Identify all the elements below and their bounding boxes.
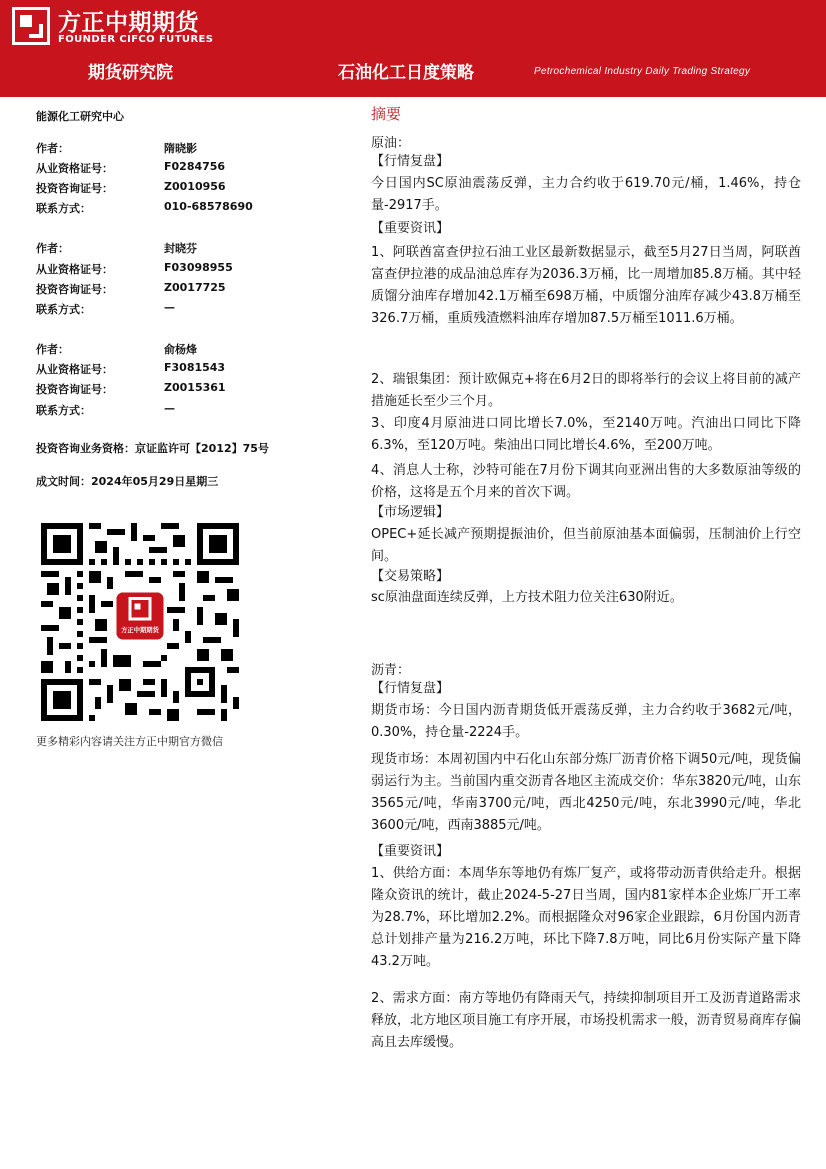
asphalt-news-item: 2、需求方面：南方等地仍有降雨天气，持续抑制项目开工及沥青道路需求释放，北方地区项目施工有序开展，市场投机需求一般，沥青贸易商库存偏高且去库缓慢。 <box>371 991 801 1050</box>
crude-logic: OPEC+延长减产预期提振油价，但当前原油基本面偏弱，压制油价上行空间。 <box>371 527 801 564</box>
inv-label: 投资咨询证号： <box>36 383 113 396</box>
author-label: 作者： <box>36 242 69 255</box>
crude-logic-heading: 【市场逻辑】 <box>371 505 450 520</box>
founder-logo-icon <box>12 7 50 45</box>
logo-name: 方正中期期货 <box>58 10 199 36</box>
author-name: 俞杨烽 <box>164 343 197 356</box>
report-header <box>0 0 826 97</box>
inv-number: Z0010956 <box>164 180 226 193</box>
qr-logo-text: 方正中期期货 <box>121 627 159 635</box>
contact-value: — <box>164 301 175 314</box>
crude-news-item: 1、阿联酋富查伊拉石油工业区最新数据显示，截至5月27日当周，阿联酋富查伊拉港的成品油总库存为2036.3万桶，比一周增加85.8万桶。其中轻质馏分油库存增加42.1万桶至698万桶，中质馏分油库存减少43.8万桶至326.7万桶，重质残渣燃料油库存增加87.5万桶至1011.6万桶。 <box>371 245 801 326</box>
cert-number: F3081543 <box>164 361 226 374</box>
qr-caption: 更多精彩内容请关注方正中期官方微信 <box>36 735 223 748</box>
asphalt-news-heading: 【重要资讯】 <box>371 844 450 859</box>
asphalt-market-review-heading: 【行情复盘】 <box>371 681 450 696</box>
cert-label: 从业资格证号： <box>36 363 113 376</box>
crude-strategy: sc原油盘面连续反弹，上方技术阻力位关注630附近。 <box>371 590 683 605</box>
department-name: 期货研究院 <box>88 63 173 83</box>
asphalt-futures-market: 期货市场：今日国内沥青期货低开震荡反弹，主力合约收于3682元/吨，0.30%，持仓量-2224手。 <box>371 703 801 740</box>
asphalt-section-title: 沥青： <box>371 663 411 678</box>
report-title-english: Petrochemical Industry Daily Trading Strategy <box>534 66 751 77</box>
inv-number: Z0017725 <box>164 281 226 294</box>
crude-news-heading: 【重要资讯】 <box>371 221 450 236</box>
contact-value: — <box>164 402 175 415</box>
summary-title: 摘要 <box>371 105 402 123</box>
publish-date: 成文时间：2024年05月29日星期三 <box>36 475 219 488</box>
cert-label: 从业资格证号： <box>36 263 113 276</box>
contact-label: 联系方式： <box>36 202 91 215</box>
author-label: 作者： <box>36 142 69 155</box>
crude-news-item: 4、消息人士称，沙特可能在7月份下调其向亚洲出售的大多数原油等级的价格，这将是五个月来的首次下调。 <box>371 463 801 500</box>
logo-english-name: FOUNDER CIFCO FUTURES <box>58 34 214 45</box>
crude-news-item: 3、印度4月原油进口同比增长7.0%，至2140万吨。汽油出口同比下降6.3%，至120万吨。柴油出口同比增长4.6%，至200万吨。 <box>371 416 801 453</box>
author-label: 作者： <box>36 343 69 356</box>
crude-strategy-heading: 【交易策略】 <box>371 569 450 584</box>
inv-label: 投资咨询证号： <box>36 283 113 296</box>
cert-number: F0284756 <box>164 160 226 173</box>
crude-market-review-heading: 【行情复盘】 <box>371 154 450 169</box>
author-name: 隋晓影 <box>164 142 197 155</box>
cert-number: F03098955 <box>164 261 233 274</box>
contact-value: 010-68578690 <box>164 200 253 213</box>
inv-label: 投资咨询证号： <box>36 182 113 195</box>
author-name: 封晓芬 <box>164 242 197 255</box>
asphalt-spot-market: 现货市场：本周初国内中石化山东部分炼厂沥青价格下调50元/吨，现货偏弱运行为主。当前国内重交沥青各地区主流成交价：华东3820元/吨，山东3565元/吨，华南3700元/吨，西北4250元/吨，东北3990元/吨，华北3600元/吨，西南3885元/吨。 <box>371 752 801 833</box>
wechat-qr-code-icon <box>41 523 239 721</box>
cert-label: 从业资格证号： <box>36 162 113 175</box>
crude-news-item: 2、瑞银集团：预计欧佩克+将在6月2日的即将举行的会议上将目前的减产措施延长至少三个月。 <box>371 372 801 409</box>
inv-number: Z0015361 <box>164 381 226 394</box>
crude-market-review: 今日国内SC原油震荡反弹，主力合约收于619.70元/桶，1.46%，持仓量-2917手。 <box>371 176 801 213</box>
license-info: 投资咨询业务资格：京证监许可【2012】75号 <box>36 442 269 455</box>
asphalt-news-item: 1、供给方面：本周华东等地仍有炼厂复产，或将带动沥青供给走升。根据隆众资讯的统计，截止2024-5-27日当周，国内81家样本企业炼厂开工率为28.7%，环比增加2.2%。而根据隆众对96家企业跟踪，6月份国内沥青总计划排产量为216.2万吨，环比下降7.8万吨，同比6月份实际产量下降43.2万吨。 <box>371 866 801 969</box>
crude-section-title: 原油： <box>371 136 411 151</box>
contact-label: 联系方式： <box>36 404 91 417</box>
research-center: 能源化工研究中心 <box>36 110 124 123</box>
contact-label: 联系方式： <box>36 303 91 316</box>
report-title: 石油化工日度策略 <box>338 63 474 83</box>
